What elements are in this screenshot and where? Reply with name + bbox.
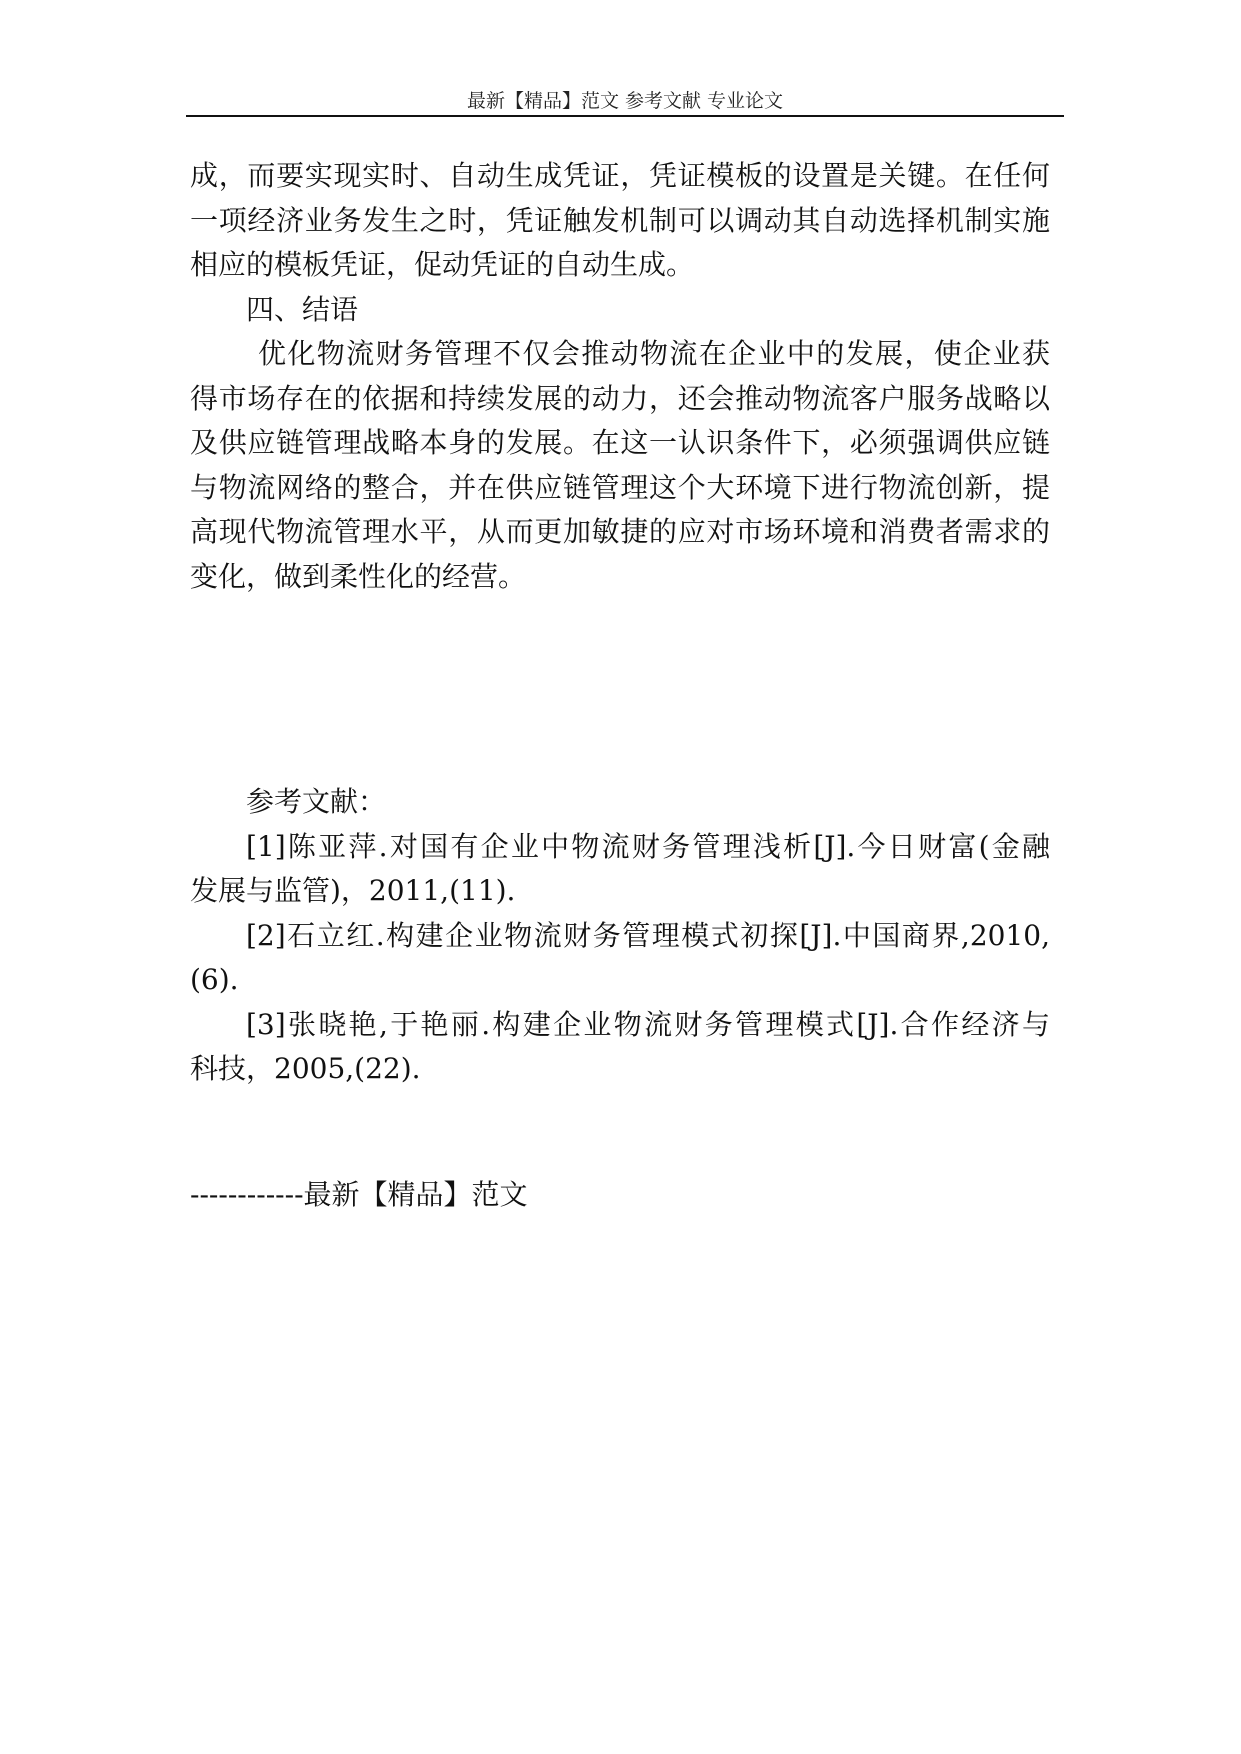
header-divider [186,115,1064,117]
reference-item-continued: (6). [190,963,239,996]
page-footer: ------------最新【精品】范文 [190,1178,528,1211]
body-line: 成，而要实现实时、自动生成凭证，凭证模板的设置是关键。在任何 [190,159,1050,192]
page-header: 最新【精品】范文 参考文献 专业论文 [466,90,784,112]
reference-item-continued: 科技，2005,(22). [190,1052,421,1085]
references-section [190,780,1050,1092]
section-heading: 四、结语 [246,292,359,326]
body-line: 与物流网络的整合，并在供应链管理这个大环境下进行物流创新，提 [190,470,1050,504]
body-line: 得市场存在的依据和持续发展的动力，还会推动物流客户服务战略以 [190,381,1050,415]
body-line: 优化物流财务管理不仅会推动物流在企业中的发展，使企业获 [258,337,1050,370]
body-line: 及供应链管理战略本身的发展。在这一认识条件下，必须强调供应链 [190,426,1050,459]
reference-item-continued: 发展与监管)，2011,(11). [190,874,516,907]
reference-item: [2]石立红.构建企业物流财务管理模式初探[J].中国商界,2010, [246,918,1050,952]
body-line: 一项经济业务发生之时，凭证触发机制可以调动其自动选择机制实施 [190,203,1050,237]
reference-item: [1]陈亚萍.对国有企业中物流财务管理浅析[J].今日财富(金融 [246,829,1050,863]
document-body [190,154,1050,1092]
body-line: 高现代物流管理水平，从而更加敏捷的应对市场环境和消费者需求的 [190,515,1050,548]
references-heading: 参考文献： [246,785,387,818]
reference-item: [3]张晓艳,于艳丽.构建企业物流财务管理模式[J].合作经济与 [246,1007,1050,1041]
body-line: 相应的模板凭证，促动凭证的自动生成。 [190,248,695,281]
body-line: 变化，做到柔性化的经营。 [190,559,527,593]
blank-space [190,599,1050,780]
